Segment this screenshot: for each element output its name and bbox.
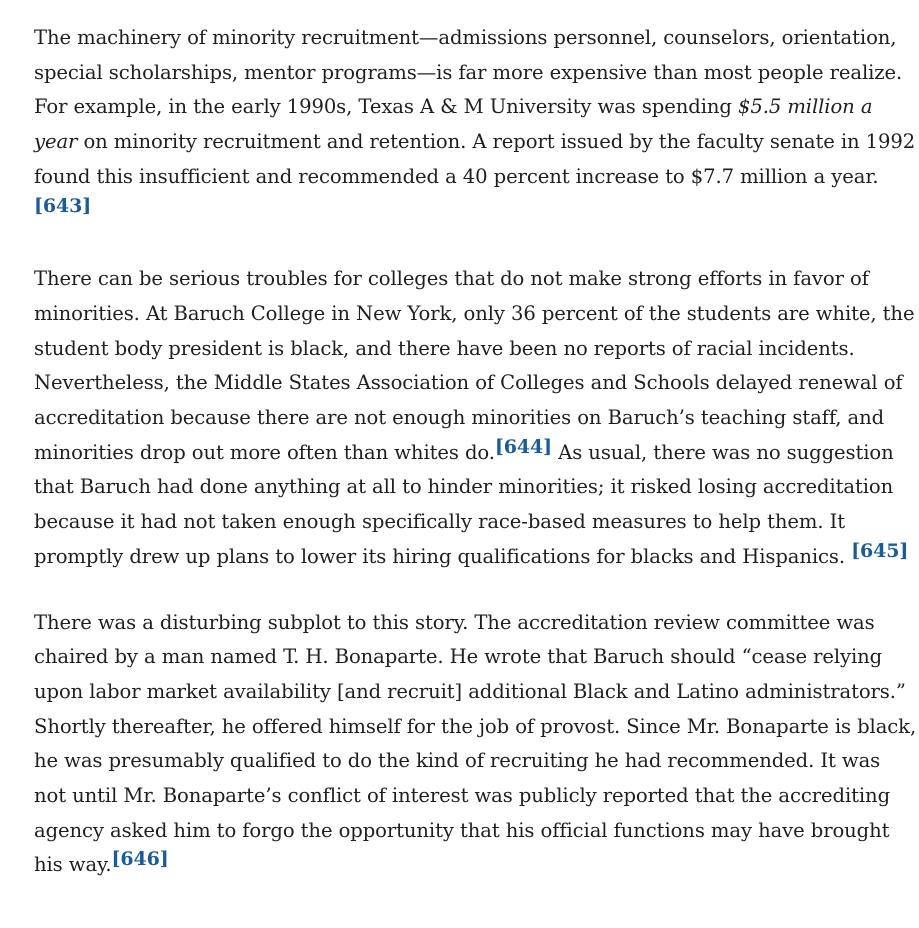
footnote-link-644[interactable]: [644] — [494, 435, 553, 458]
paragraph-text: There can be serious troubles for colleges that do not make strong efforts in favor of minorities. At Baruch College in New York, only 36 percent of the students are white, the student body president is black, and there have been no reports of racial incidents. Nevertheless, the Middle States Association of Colleges and Schools delayed renewal of accreditation because there are not enough minorities on Baruch’s teaching staff, and minorities drop out more often than whites do. — [34, 267, 915, 464]
paragraph-text: on minority recruitment and retention. A report issued by the faculty senate in 1992 found this insufficient and recommended a 40 percent increase to $7.7 million a year. — [34, 130, 916, 188]
paragraph-text: The machinery of minority recruitment—admissions personnel, counselors, orientation, special scholarships, mentor programs—is far more expensive than most people realize. For example, in the early 1990s, Texas A & M University was spending — [34, 26, 903, 119]
paragraph-recruitment-cost — [34, 21, 917, 229]
footnote-link-645[interactable]: [645] — [851, 539, 909, 562]
emphasized-amount: $5.5 million a year — [34, 95, 873, 154]
paragraph-bonaparte-subplot — [34, 606, 917, 884]
paragraph-text: As usual, there was no suggestion that Baruch had done anything at all to hinder minorities; it risked losing accreditation because it had not taken enough specifically race-based measures to help them. It promptly drew up plans to lower its hiring qualifications for blacks and Hispanics. — [34, 440, 894, 568]
paragraph-baruch-accreditation — [34, 262, 917, 574]
paragraph-text: There was a disturbing subplot to this story. The accreditation review committee was chaired by a man named T. H. Bonaparte. He wrote that Baruch should “cease relying upon labor market availability [and recruit] additional Black and Latino administrators.” Shortly thereafter, he offered himself for the job of provost. Since Mr. Bonaparte is black, he was presumably qualified to do the kind of recruiting he had recommended. It was not until Mr. Bonaparte’s conflict of interest was publicly reported that the accrediting agency asked him to forgo the opportunity that his official functions may have brought his way. — [34, 610, 917, 877]
footnote-link-646[interactable]: [646] — [111, 848, 169, 871]
footnote-link-643[interactable]: [643] — [34, 194, 92, 217]
